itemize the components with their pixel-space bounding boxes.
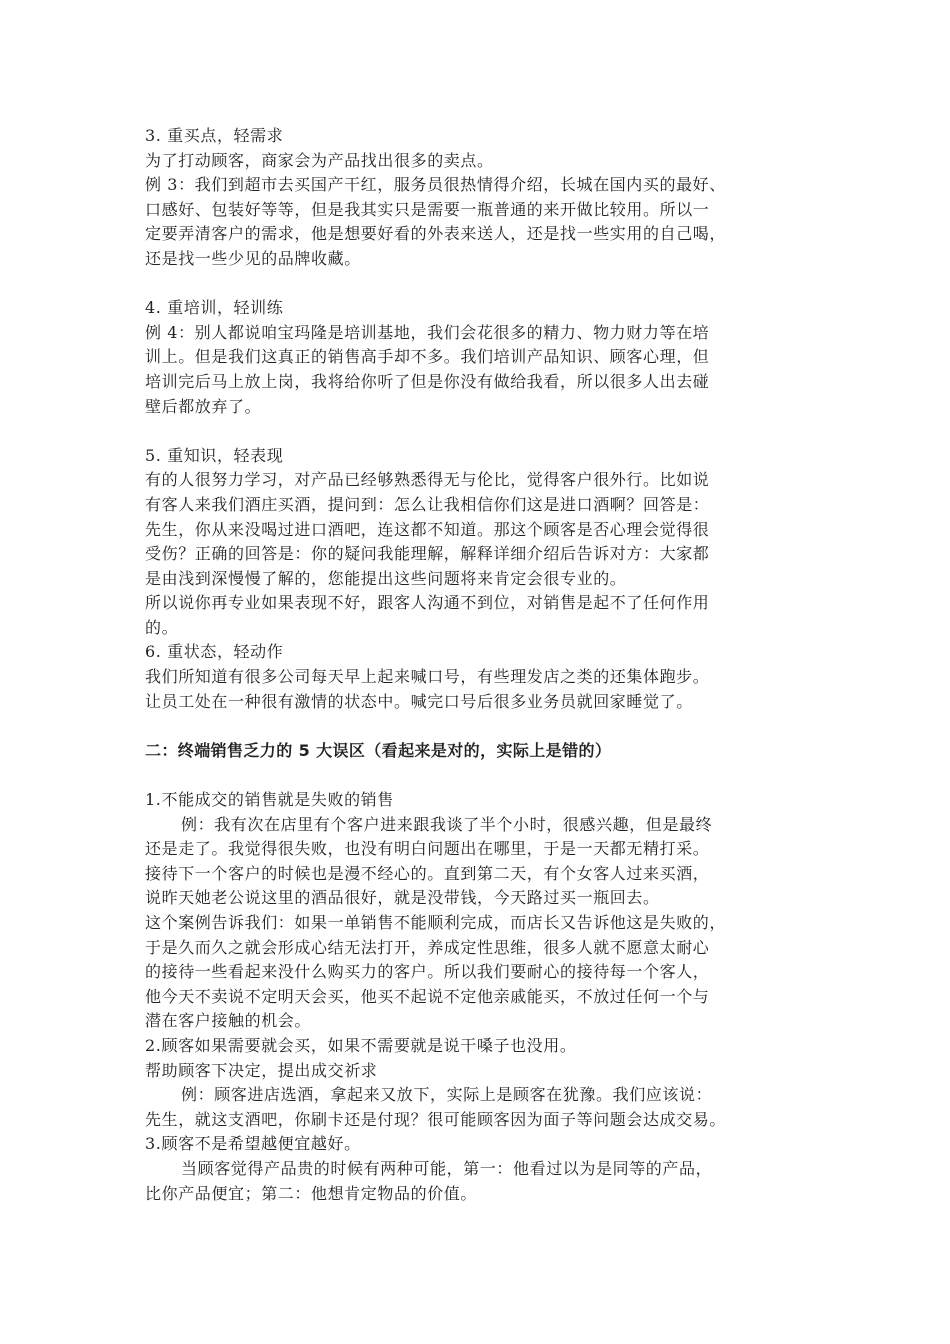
section-heading: 二：终端销售乏力的 5 大误区（看起来是对的，实际上是错的）: [145, 740, 612, 760]
text-line: 当顾客觉得产品贵的时候有两种可能，第一：他看过以为是同等的产品，: [181, 1158, 713, 1178]
text-line: 于是久而久之就会形成心结无法打开，养成定性思维，很多人就不愿意太耐心: [145, 937, 710, 957]
text-line: 2.顾客如果需要就会买，如果不需要就是说干嗓子也没用。: [145, 1035, 577, 1055]
text-line: 让员工处在一种很有激情的状态中。喊完口号后很多业务员就回家睡觉了。: [145, 691, 693, 711]
text-line: 先生，你从来没喝过进口酒吧，连这都不知道。那这个顾客是否心理会觉得很: [145, 519, 710, 539]
text-line: 我们所知道有很多公司每天早上起来喊口号，有些理发店之类的还集体跑步。: [145, 667, 710, 687]
text-line: 例 3：我们到超市去买国产干红，服务员很热情得介绍，长城在国内买的最好、: [145, 175, 726, 195]
text-line: 先生，就这支酒吧，你刷卡还是付现？很可能顾客因为面子等问题会达成交易。: [145, 1109, 727, 1129]
text-line: 潜在客户接触的机会。: [145, 1011, 312, 1031]
text-line: 受伤？正确的回答是：你的疑问我能理解，解释详细介绍后告诉对方：大家都: [145, 544, 710, 564]
text-line: 他今天不卖说不定明天会买，他买不起说不定他亲戚能买，不放过任何一个与: [145, 986, 710, 1006]
text-line: 接待下一个客户的时候也是漫不经心的。直到第二天，有个女客人过来买酒，: [145, 863, 710, 883]
text-line: 例：顾客进店选酒，拿起来又放下，实际上是顾客在犹豫。我们应该说：: [181, 1085, 713, 1105]
text-line: 4. 重培训，轻训练: [145, 298, 284, 318]
blank-line: [145, 419, 825, 444]
text-line: 为了打动顾客，商家会为产品找出很多的卖点。: [145, 150, 494, 170]
text-line: 帮助顾客下决定，提出成交祈求: [145, 1060, 378, 1080]
blank-line: [145, 714, 825, 739]
text-line: 壁后都放弃了。: [145, 396, 262, 416]
text-line: 3.顾客不是希望越便宜越好。: [145, 1134, 361, 1154]
text-line: 有客人来我们酒庄买酒，提问到：怎么让我相信你们这是进口酒啊？回答是：: [145, 494, 710, 514]
text-line: 比你产品便宜；第二：他想肯定物品的价值。: [145, 1183, 478, 1203]
text-line: 6. 重状态，轻动作: [145, 642, 284, 662]
text-line: 说昨天她老公说这里的酒品很好，就是没带钱，今天路过买一瓶回去。: [145, 888, 660, 908]
blank-line: [145, 272, 825, 297]
text-line: 定要弄清客户的需求，他是想要好看的外表来送人，还是找一些实用的自己喝，: [145, 224, 727, 244]
text-line: 培训完后马上放上岗，我将给你听了但是你没有做给我看，所以很多人出去碰: [145, 371, 710, 391]
text-line: 5. 重知识，轻表现: [145, 445, 284, 465]
text-line: 1.不能成交的销售就是失败的销售: [145, 790, 394, 810]
text-line: 的。: [145, 617, 179, 637]
text-line: 是由浅到深慢慢了解的，您能提出这些问题将来肯定会很专业的。: [145, 568, 627, 588]
text-line: 3. 重买点，轻需求: [145, 126, 284, 145]
text-line: 所以说你再专业如果表现不好，跟客人沟通不到位，对销售是起不了任何作用: [145, 593, 710, 613]
text-line: 训上。但是我们这真正的销售高手却不多。我们培训产品知识、顾客心理，但: [145, 347, 710, 367]
text-line: 还是找一些少见的品牌收藏。: [145, 248, 361, 268]
text-line: 有的人很努力学习，对产品已经够熟悉得无与伦比，觉得客户很外行。比如说: [145, 470, 710, 490]
text-line: 这个案例告诉我们：如果一单销售不能顺利完成，而店长又告诉他这是失败的，: [145, 913, 727, 932]
text-line: 口感好、包装好等等，但是我其实只是需要一瓶普通的来开做比较用。所以一: [145, 199, 710, 219]
text-line: 例：我有次在店里有个客户进来跟我谈了半个小时，很感兴趣，但是最终: [181, 814, 713, 834]
text-line: 例 4：别人都说咱宝玛隆是培训基地，我们会花很多的精力、物力财力等在培: [145, 322, 710, 342]
document-page: [145, 124, 825, 1206]
blank-line: [145, 763, 825, 788]
text-line: 的接待一些看起来没什么购买力的客户。所以我们要耐心的接待每一个客人，: [145, 962, 710, 982]
text-line: 还是走了。我觉得很失败，也没有明白问题出在哪里，于是一天都无精打采。: [145, 839, 710, 859]
